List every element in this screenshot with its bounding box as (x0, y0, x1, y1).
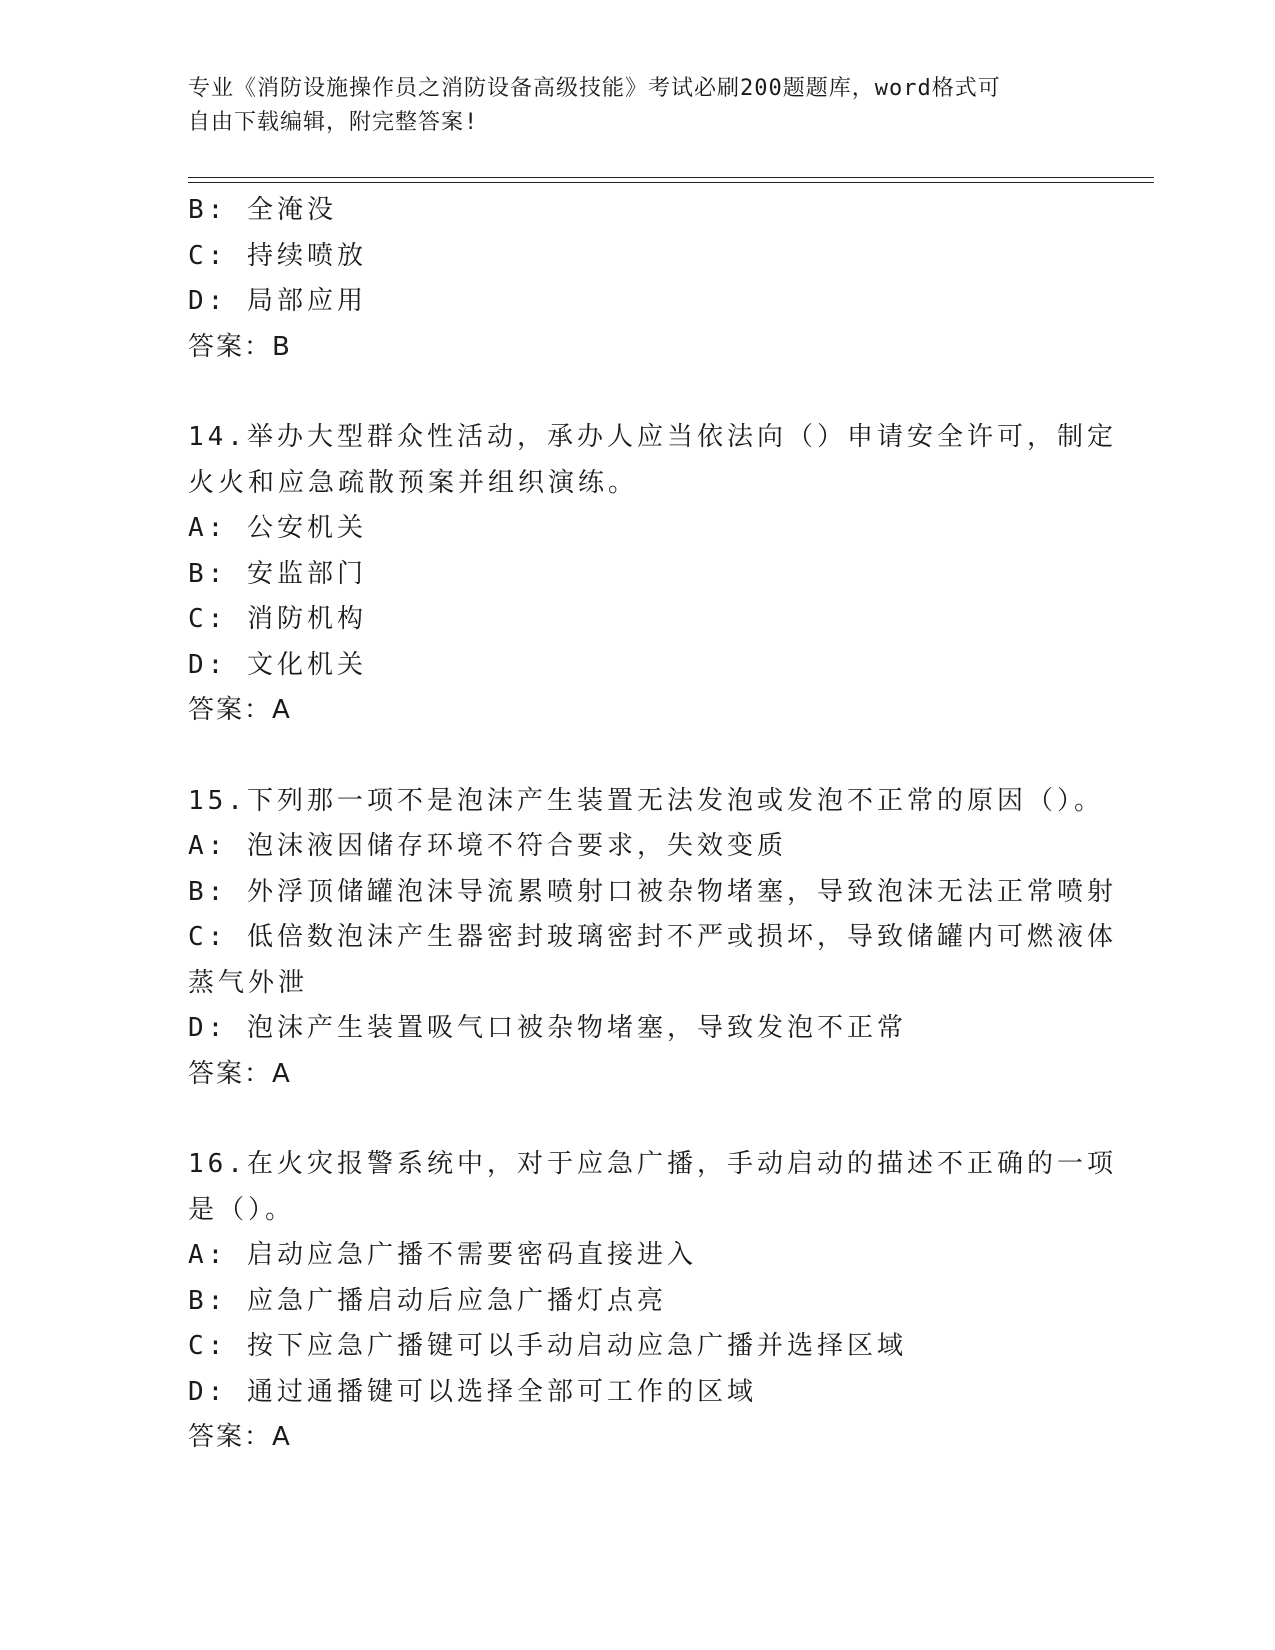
answer-line: 答案：B (188, 331, 292, 362)
option-b: B: 全淹没 (188, 195, 337, 225)
question-text-line: 16.在火灾报警系统中，对于应急广播，手动启动的描述不正确的一项 (188, 1149, 1117, 1179)
option-d: D: 通过通播键可以选择全部可工作的区域 (188, 1376, 757, 1407)
question-text-line: 火火和应急疏散预案并组织演练。 (188, 467, 639, 498)
question-15 (188, 779, 1117, 1098)
question-text-line: 15.下列那一项不是泡沫产生装置无法发泡或发泡不正常的原因（）。 (188, 785, 1104, 816)
question-text-line: 是（）。 (188, 1194, 296, 1225)
header-divider-top (188, 177, 1154, 178)
option-c-continued: 蒸气外泄 (188, 967, 309, 998)
option-c: C: 低倍数泡沫产生器密封玻璃密封不严或损坏，导致储罐内可燃液体 (188, 922, 1117, 952)
question-list (188, 188, 1117, 1461)
option-c: C: 按下应急广播键可以手动启动应急广播并选择区域 (188, 1331, 907, 1361)
option-a: A: 公安机关 (188, 513, 367, 543)
option-b: B: 应急广播启动后应急广播灯点亮 (188, 1285, 667, 1316)
question-text-line: 14.举办大型群众性活动，承办人应当依法向（）申请安全许可，制定 (188, 422, 1117, 452)
question-16 (188, 1142, 1117, 1461)
option-d: D: 局部应用 (188, 286, 367, 316)
header-divider-bottom (188, 182, 1154, 183)
option-a: A: 启动应急广播不需要密码直接进入 (188, 1240, 697, 1270)
answer-line: 答案：A (188, 695, 292, 725)
answer-line: 答案：A (188, 1422, 292, 1452)
option-c: C: 持续喷放 (188, 240, 367, 271)
option-d: D: 泡沫产生装置吸气口被杂物堵塞，导致发泡不正常 (188, 1013, 907, 1043)
option-d: D: 文化机关 (188, 649, 367, 680)
option-a: A: 泡沫液因储存环境不符合要求，失效变质 (188, 831, 787, 861)
option-b: B: 安监部门 (188, 558, 367, 589)
answer-line: 答案：A (188, 1058, 292, 1089)
document-header (188, 72, 1068, 140)
option-c: C: 消防机构 (188, 604, 367, 634)
question-14 (188, 415, 1117, 734)
header-line-1: 专业《消防设施操作员之消防设备高级技能》考试必刷200题题库，word格式可 (188, 76, 1001, 101)
option-b: B: 外浮顶储罐泡沫导流累喷射口被杂物堵塞，导致泡沫无法正常喷射 (188, 876, 1117, 907)
previous-question-tail (188, 188, 1088, 370)
header-line-2: 自由下载编辑，附完整答案! (188, 110, 479, 135)
